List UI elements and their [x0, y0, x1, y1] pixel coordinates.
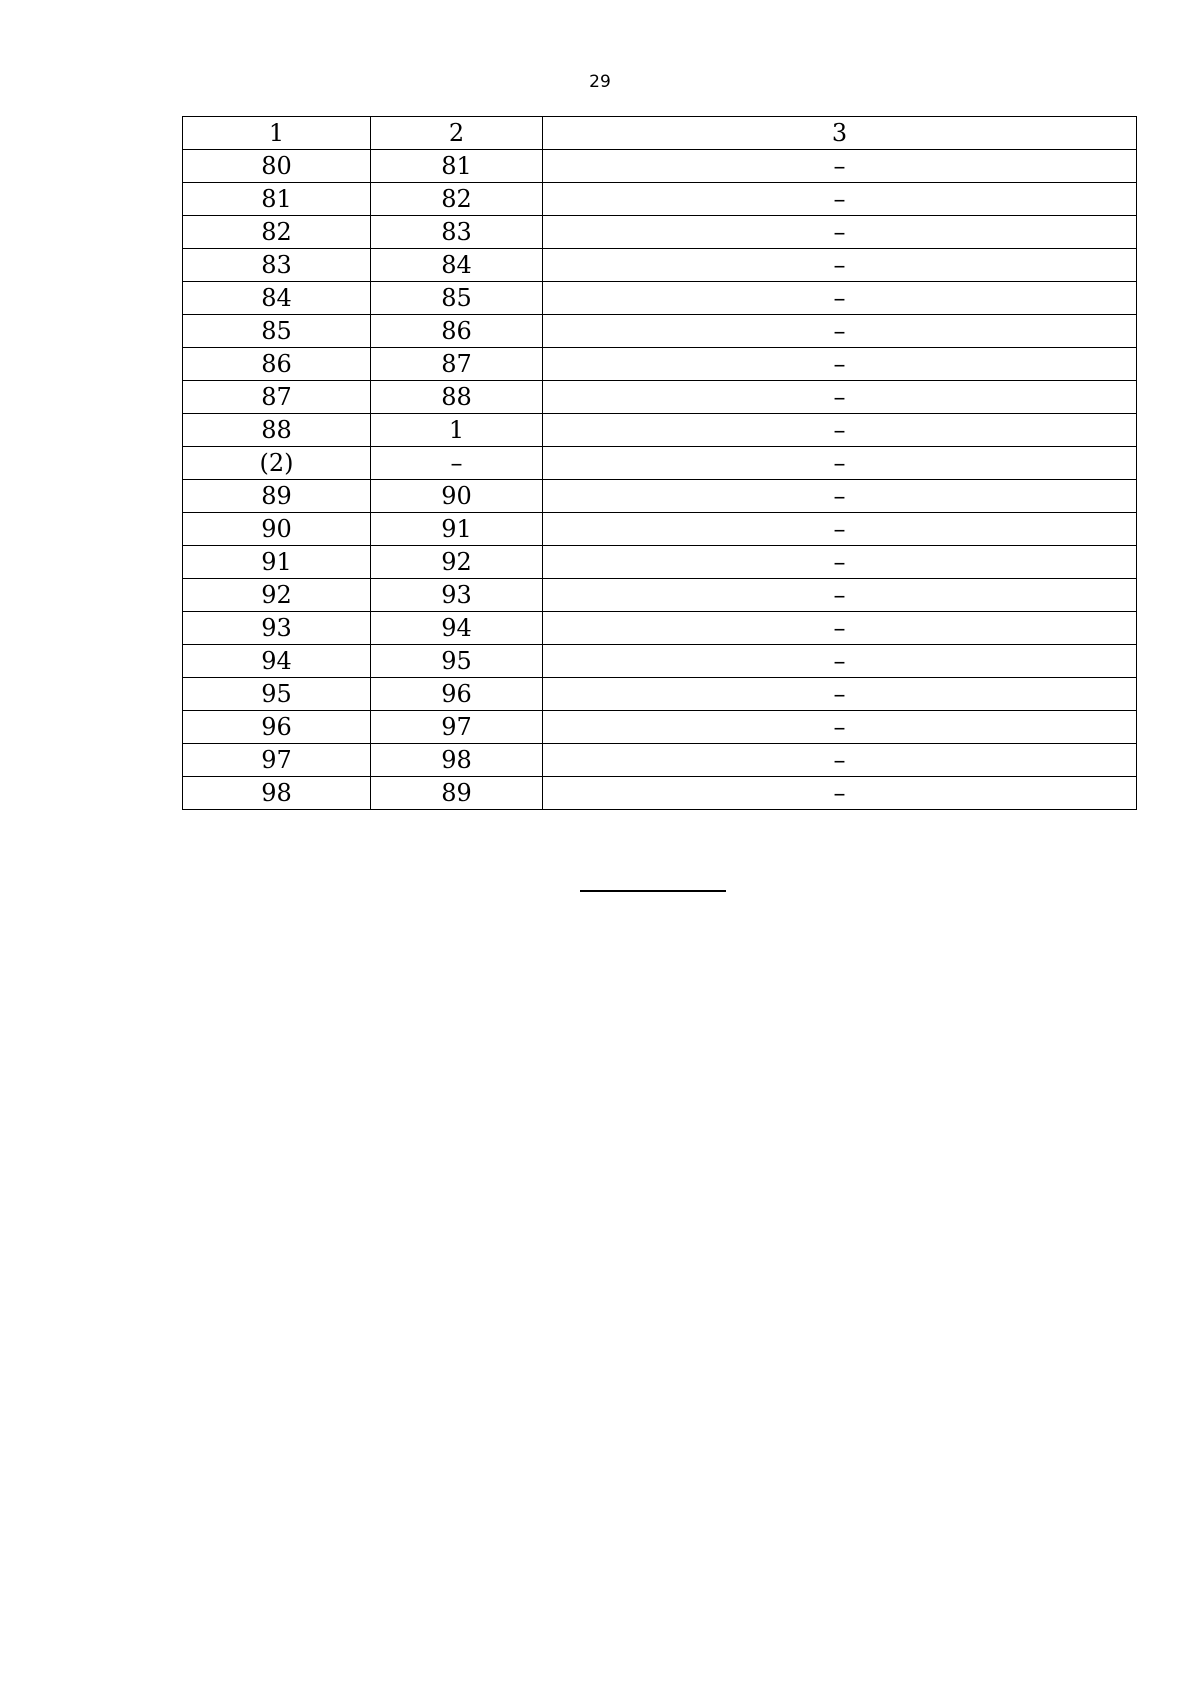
table-cell-col-1: 80 — [183, 150, 371, 183]
table-cell-col-1: 95 — [183, 678, 371, 711]
table-cell-col-3: – — [543, 678, 1137, 711]
table-cell-col-2: 1 — [371, 414, 543, 447]
table-cell-col-3: – — [543, 711, 1137, 744]
table-cell-col-3: – — [543, 579, 1137, 612]
table-cell-col-3: – — [543, 315, 1137, 348]
table-row — [183, 678, 1137, 711]
table-row — [183, 777, 1137, 810]
table-cell-col-1: 92 — [183, 579, 371, 612]
table-cell-col-3: – — [543, 447, 1137, 480]
table-row — [183, 315, 1137, 348]
table-cell-col-3: – — [543, 513, 1137, 546]
table-cell-col-3: – — [543, 777, 1137, 810]
table-row — [183, 183, 1137, 216]
table-cell-col-1: 81 — [183, 183, 371, 216]
table-row — [183, 744, 1137, 777]
table-cell-col-3: – — [543, 744, 1137, 777]
table-cell-col-2: 97 — [371, 711, 543, 744]
table-row — [183, 414, 1137, 447]
column-header-2: 2 — [371, 117, 543, 150]
table-row — [183, 711, 1137, 744]
table-cell-col-1: 91 — [183, 546, 371, 579]
table-row — [183, 381, 1137, 414]
table-header — [183, 117, 1137, 150]
table-cell-col-2: 85 — [371, 282, 543, 315]
table-cell-col-2: 83 — [371, 216, 543, 249]
table-cell-col-2: 93 — [371, 579, 543, 612]
table-cell-col-2: 86 — [371, 315, 543, 348]
column-header-3: 3 — [543, 117, 1137, 150]
table-row — [183, 612, 1137, 645]
table-cell-col-1: 90 — [183, 513, 371, 546]
table-row — [183, 480, 1137, 513]
table-cell-col-1: 85 — [183, 315, 371, 348]
table-cell-col-1: 88 — [183, 414, 371, 447]
table-body — [183, 150, 1137, 810]
table-cell-col-2: 84 — [371, 249, 543, 282]
table-cell-col-1: 86 — [183, 348, 371, 381]
table-row — [183, 447, 1137, 480]
table-row — [183, 282, 1137, 315]
table-row — [183, 216, 1137, 249]
data-table — [182, 116, 1137, 810]
table-cell-col-2: 88 — [371, 381, 543, 414]
table-cell-col-3: – — [543, 414, 1137, 447]
table-cell-col-2: 92 — [371, 546, 543, 579]
table-cell-col-2: 87 — [371, 348, 543, 381]
column-header-1: 1 — [183, 117, 371, 150]
table-cell-col-2: – — [371, 447, 543, 480]
table-row — [183, 348, 1137, 381]
table-row — [183, 579, 1137, 612]
table-cell-col-1: 93 — [183, 612, 371, 645]
table-cell-col-3: – — [543, 249, 1137, 282]
table-cell-col-3: – — [543, 381, 1137, 414]
table-cell-col-2: 95 — [371, 645, 543, 678]
table-cell-col-1: 84 — [183, 282, 371, 315]
table-cell-col-1: (2) — [183, 447, 371, 480]
table-cell-col-2: 96 — [371, 678, 543, 711]
table-cell-col-1: 96 — [183, 711, 371, 744]
table-cell-col-1: 97 — [183, 744, 371, 777]
table-cell-col-3: – — [543, 348, 1137, 381]
table-cell-col-2: 81 — [371, 150, 543, 183]
table-cell-col-1: 87 — [183, 381, 371, 414]
table-cell-col-3: – — [543, 612, 1137, 645]
table-cell-col-1: 83 — [183, 249, 371, 282]
table-cell-col-3: – — [543, 150, 1137, 183]
table-cell-col-2: 82 — [371, 183, 543, 216]
table-cell-col-2: 90 — [371, 480, 543, 513]
table-cell-col-2: 89 — [371, 777, 543, 810]
table-row — [183, 150, 1137, 183]
table-cell-col-1: 89 — [183, 480, 371, 513]
table-cell-col-3: – — [543, 546, 1137, 579]
table-cell-col-3: – — [543, 183, 1137, 216]
table-cell-col-1: 82 — [183, 216, 371, 249]
end-rule — [580, 890, 726, 892]
table-cell-col-3: – — [543, 282, 1137, 315]
table-cell-col-1: 94 — [183, 645, 371, 678]
table-row — [183, 645, 1137, 678]
table-cell-col-2: 98 — [371, 744, 543, 777]
table-cell-col-2: 91 — [371, 513, 543, 546]
table-cell-col-1: 98 — [183, 777, 371, 810]
table-cell-col-2: 94 — [371, 612, 543, 645]
table-row — [183, 546, 1137, 579]
page-number: 29 — [589, 72, 611, 92]
header-row — [183, 117, 1137, 150]
table-cell-col-3: – — [543, 216, 1137, 249]
table-row — [183, 249, 1137, 282]
table-row — [183, 513, 1137, 546]
table-cell-col-3: – — [543, 480, 1137, 513]
table-cell-col-3: – — [543, 645, 1137, 678]
